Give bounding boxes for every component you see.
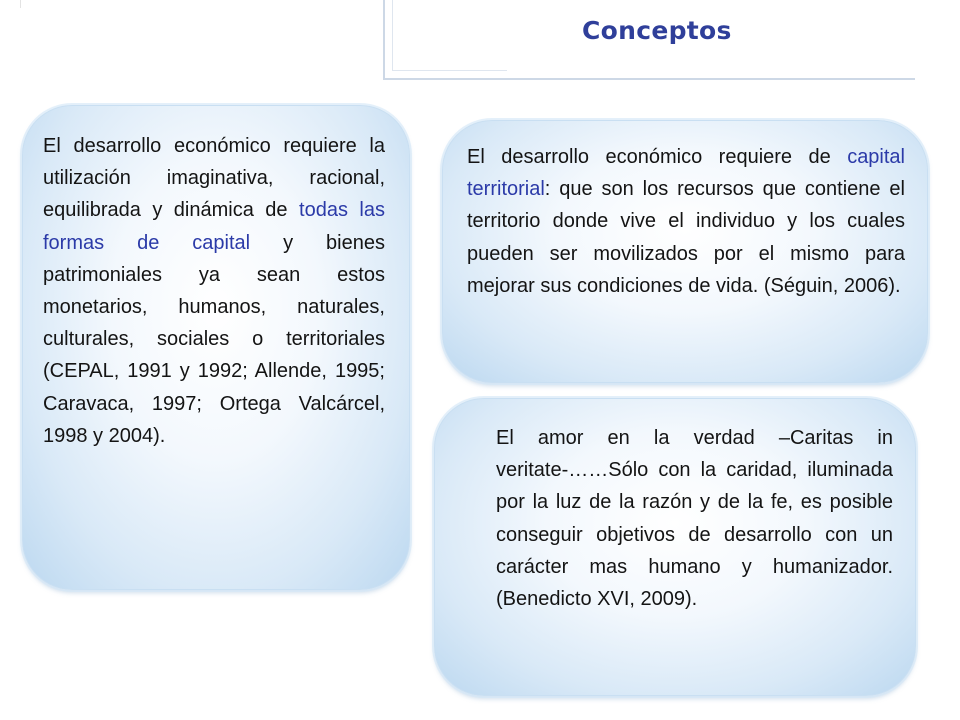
concept-card-left xyxy=(22,105,410,590)
card-text xyxy=(467,141,905,302)
text-segment: El desarrollo económico requiere de xyxy=(467,146,848,168)
header-frame-line xyxy=(392,0,393,70)
corner-mark xyxy=(20,0,21,8)
text-segment: El desarrollo económico requiere la utilización imaginativa, racional, equilibrada y dinámica de xyxy=(43,135,385,222)
header-frame-line xyxy=(383,0,385,78)
concept-card-bottom-right xyxy=(434,398,916,696)
highlighted-term: todas las formas de capital xyxy=(43,199,385,254)
slide-title: Conceptos xyxy=(582,16,732,45)
header-frame-line xyxy=(383,78,915,80)
highlighted-term: capital territorial xyxy=(467,146,905,201)
text-segment: : que son los recursos que contiene el territorio donde vive el individuo y los cuales pueden ser movilizados por el mismo para mejorar sus condiciones de vida. (Séguin, 2006). xyxy=(467,178,905,297)
concept-card-top-right xyxy=(442,120,928,383)
card-text xyxy=(43,130,385,452)
text-segment: y bienes patrimoniales ya sean estos monetarios, humanos, naturales, culturales, sociales o territoriales (CEPAL, 1991 y 1992; Allende, 1995; Caravaca, 1997; Ortega Valcárcel, 1998 y 2004). xyxy=(43,231,385,447)
card-text: El amor en la verdad –Caritas in veritate-……Sólo con la caridad, iluminada por la luz de la razón y de la fe, es posible conseguir objetivos de desarrollo con un carácter mas humano y humanizador. (Benedicto XVI, 2009). xyxy=(496,427,893,611)
header-frame-line xyxy=(392,70,507,71)
